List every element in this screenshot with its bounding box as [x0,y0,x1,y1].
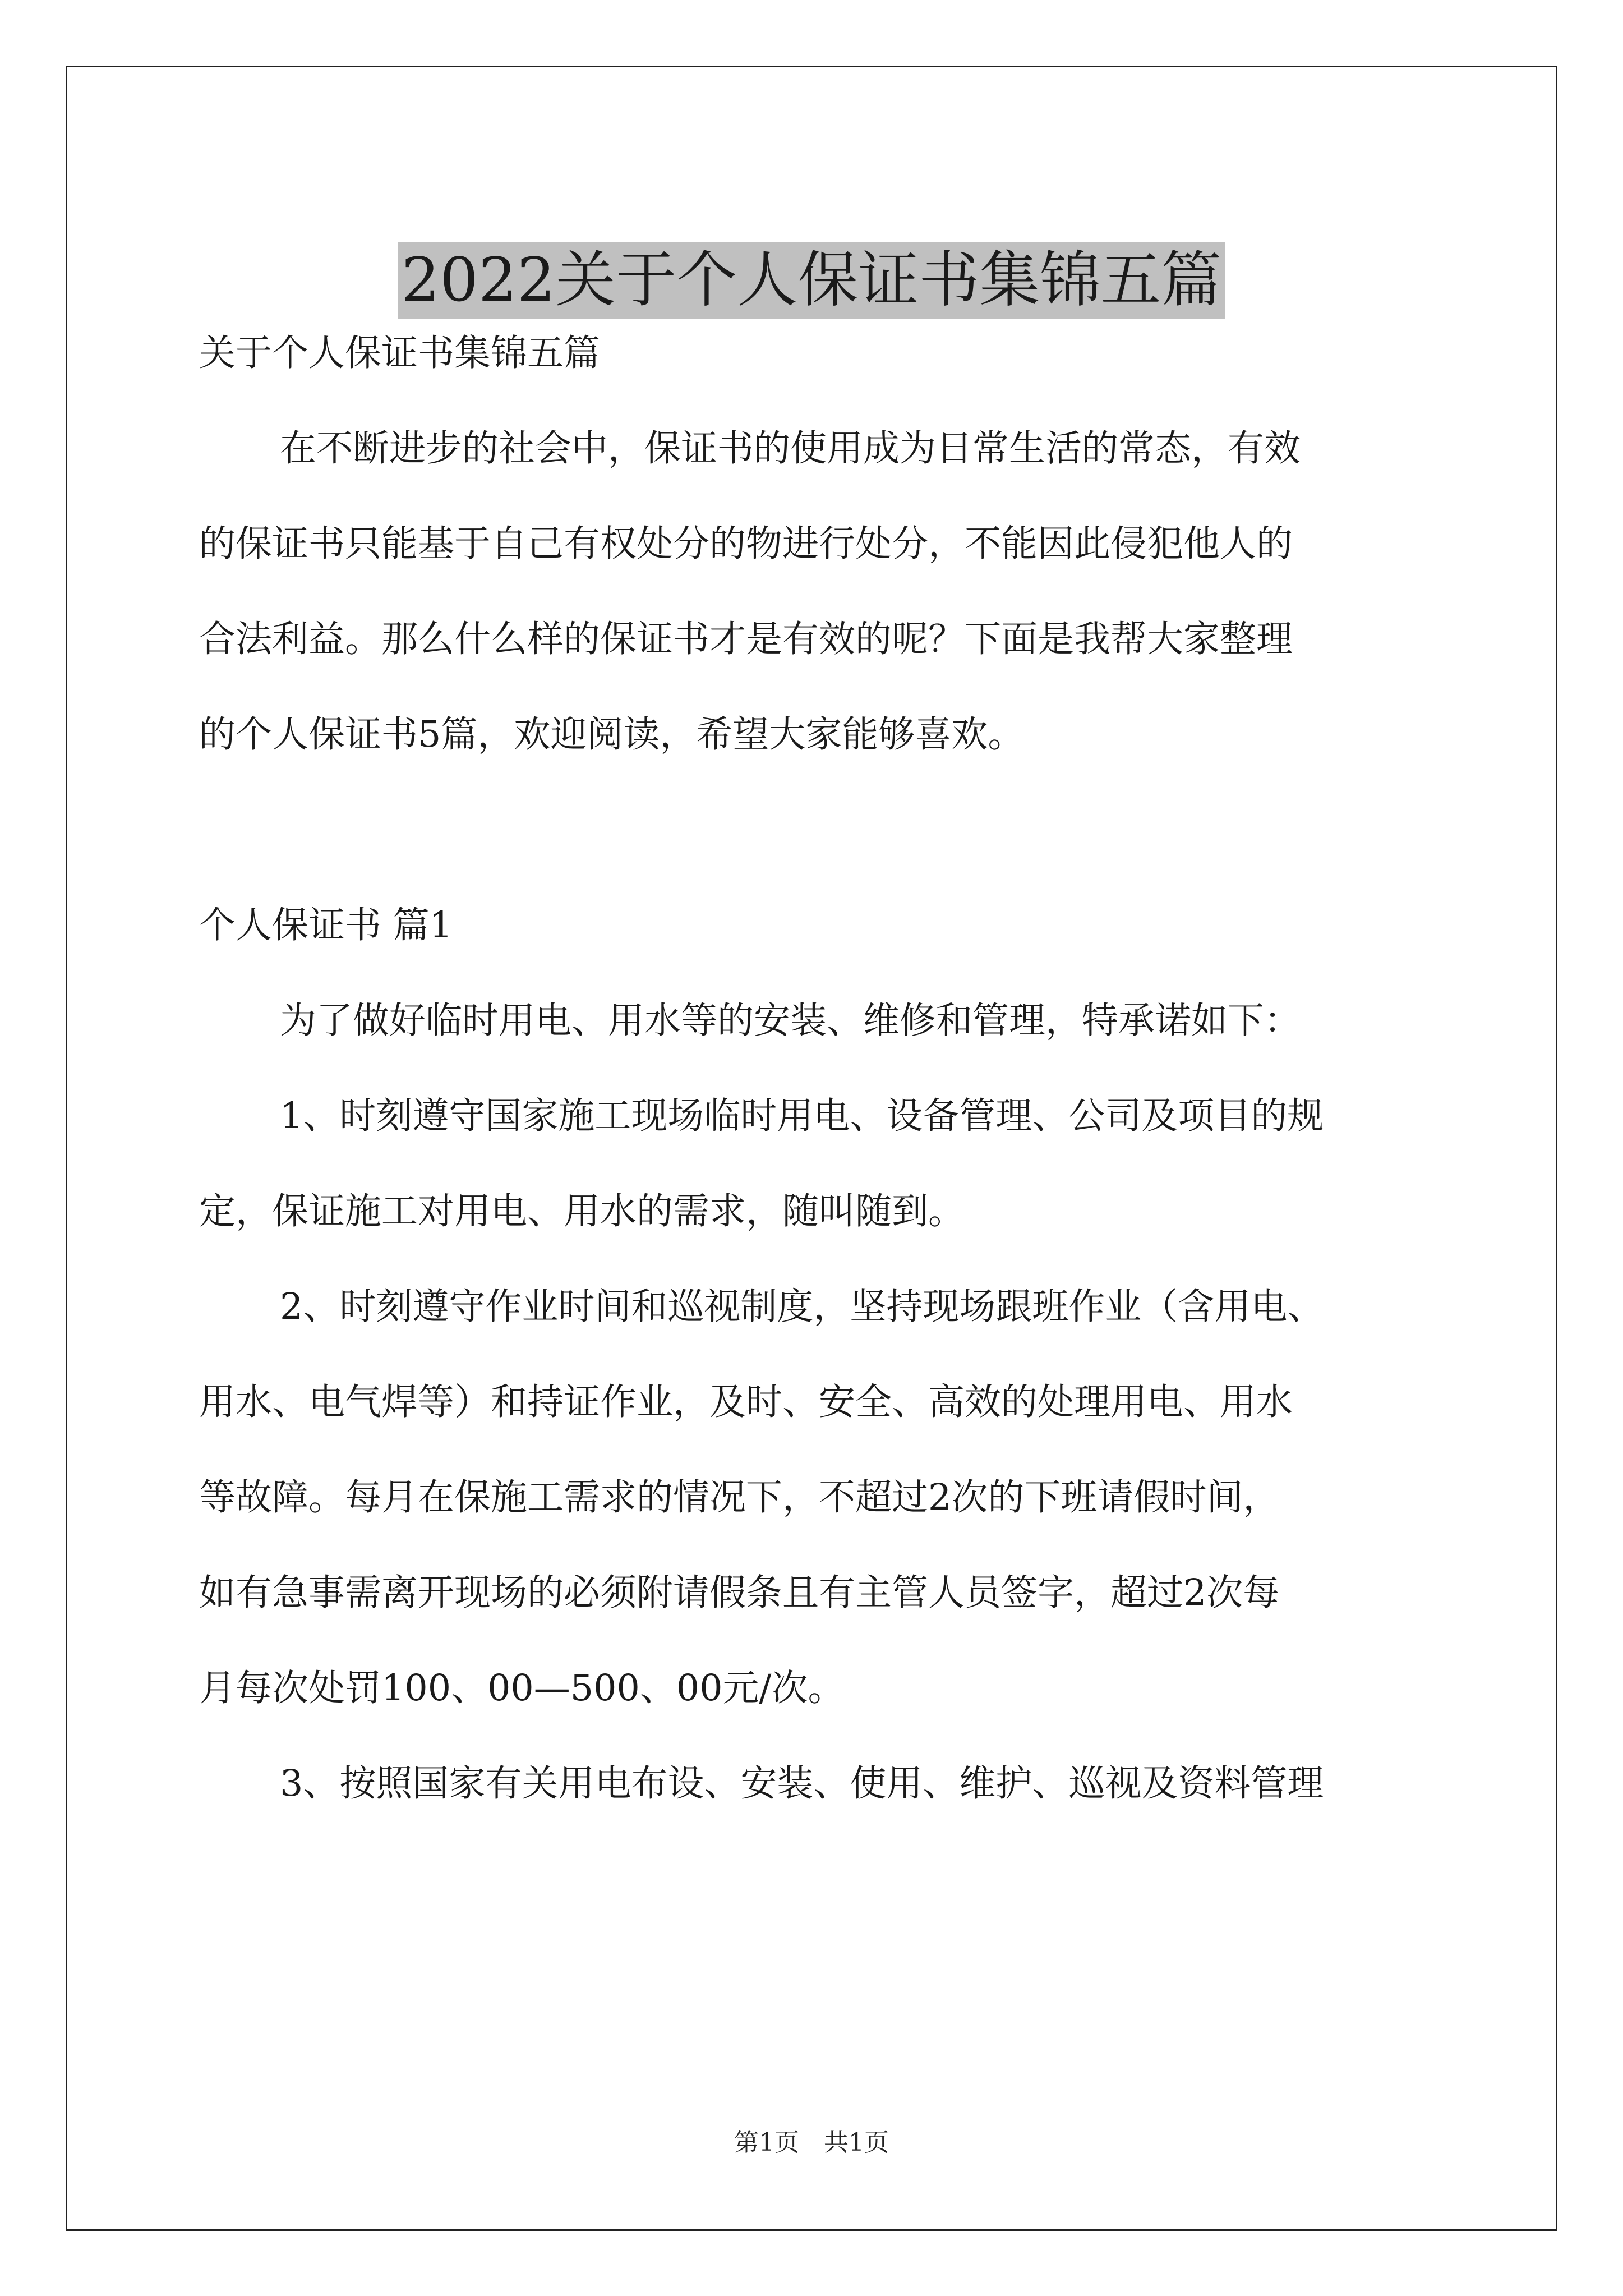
paragraph-line: 月每次处罚100、00—500、00元/次。 [199,1667,845,1709]
paragraph-line: 合法利益。那么什么样的保证书才是有效的呢？下面是我帮大家整理 [199,618,1293,660]
paragraph-line: 如有急事需离开现场的必须附请假条且有主管人员签字，超过2次每 [199,1572,1280,1614]
paragraph-line: 的个人保证书5篇，欢迎阅读，希望大家能够喜欢。 [199,714,1025,756]
paragraph-line: 为了做好临时用电、用水等的安装、维修和管理，特承诺如下： [280,1000,1301,1042]
paragraph-line: 3、按照国家有关用电布设、安装、使用、维护、巡视及资料管理 [280,1763,1324,1805]
paragraph-line: 等故障。每月在保施工需求的情况下，不超过2次的下班请假时间， [199,1476,1280,1519]
blank-line [199,783,1433,878]
paragraph-line: 1、时刻遵守国家施工现场临时用电、设备管理、公司及项目的规 [280,1095,1324,1137]
document-title: 2022关于个人保证书集锦五篇 [398,242,1225,319]
document-body [199,306,1433,1832]
paragraph-line: 关于个人保证书集锦五篇 [199,332,601,374]
paragraph-line: 个人保证书 篇1 [199,904,453,946]
page-footer: 第1页 共1页 [734,2128,889,2157]
paragraph-line: 2、时刻遵守作业时间和巡视制度，坚持现场跟班作业（含用电、 [280,1286,1324,1328]
paragraph-line: 定，保证施工对用电、用水的需求，随叫随到。 [199,1190,965,1232]
paragraph-line: 的保证书只能基于自己有权处分的物进行处分，不能因此侵犯他人的 [199,523,1293,565]
paragraph-line: 在不断进步的社会中，保证书的使用成为日常生活的常态，有效 [280,427,1301,470]
paragraph-line: 用水、电气焊等）和持证作业，及时、安全、高效的处理用电、用水 [199,1381,1293,1423]
